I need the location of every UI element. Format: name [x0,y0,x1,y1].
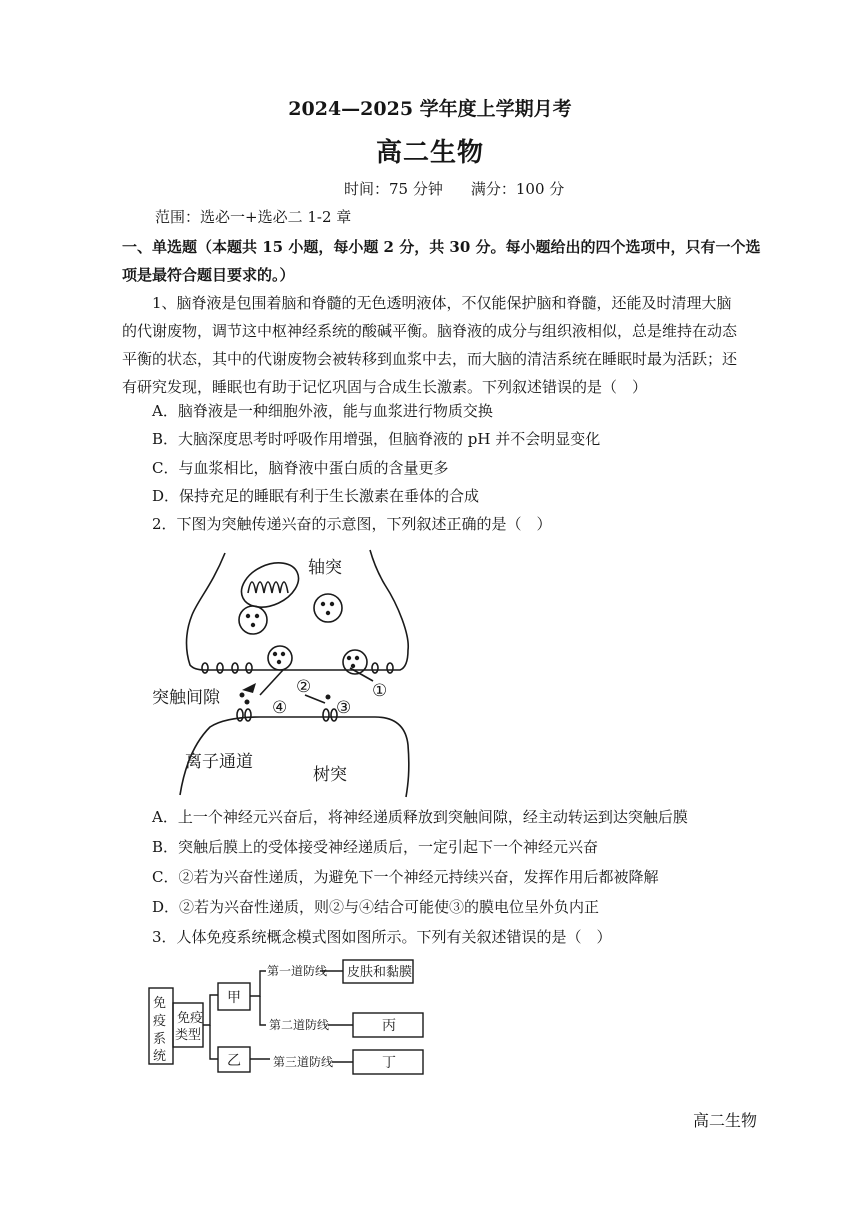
subject-title: 高二生物 [375,138,484,168]
exam-info [344,178,564,199]
immune-system-char-3: 系 [153,1032,167,1047]
marker-4-label: ④ [272,698,288,718]
yi-label: 乙 [227,1053,241,1069]
exam-time: 时间：75 分钟 [344,180,443,198]
question-3-stem: 3．人体免疫系统概念模式图如图所示。下列有关叙述错误的是（ ） [152,928,612,946]
dendrite-label: 树突 [313,765,347,785]
marker-3-label: ③ [336,698,352,718]
question-1-option-c: C．与血浆相比，脑脊液中蛋白质的含量更多 [152,459,449,477]
page-footer: 高二生物 [693,1111,758,1130]
section-line: 项是最符合题目要求的。） [122,266,295,284]
immune-type-char-1: 免疫 [177,1011,204,1026]
immune-type-char-2: 类型 [175,1028,202,1043]
stem-line: 1、脑脊液是包围着脑和脊髓的无色透明液体，不仅能保护脑和脊髓，还能及时清理大脑 [122,294,732,312]
marker-1-label: ① [372,681,388,701]
synaptic-cleft-label: 突触间隙 [152,688,220,708]
question-1-stem [122,289,737,401]
question-1-option-a: A．脑脊液是一种细胞外液，能与血浆进行物质交换 [152,402,493,420]
question-2-option-a: A．上一个神经元兴奋后，将神经递质释放到突触间隙，经主动转运到达突触后膜 [152,808,688,826]
immune-system-char-1: 免 [153,996,167,1011]
marker-2-label: ② [296,677,312,697]
jia-label: 甲 [227,990,241,1006]
question-2-option-c: C．②若为兴奋性递质，为避免下一个神经元持续兴奋，发挥作用后都被降解 [152,868,659,886]
section-header [122,233,761,289]
bing-box: 丙 [382,1018,396,1034]
immune-system-char-2: 疫 [153,1014,167,1029]
ding-box: 丁 [382,1055,396,1071]
axon-label: 轴突 [308,558,342,578]
second-line-label: 第二道防线 [269,1018,330,1032]
ion-channel-label: 离子通道 [185,752,253,772]
question-2-stem: 2．下图为突触传递兴奋的示意图，下列叙述正确的是（ ） [152,515,552,533]
question-2-option-d: D．②若为兴奋性递质，则②与④结合可能使③的膜电位呈外负内正 [152,898,600,916]
first-line-label: 第一道防线 [267,964,328,978]
section-line: 一、单选题（本题共 15 小题，每小题 2 分，共 30 分。每小题给出的四个选项中，只有一个选 [122,238,761,256]
immune-system-diagram [148,955,433,1080]
stem-line: 的代谢废物，调节这中枢神经系统的酸碱平衡。脑脊液的成分与组织液相似，总是维持在动态 [122,322,738,340]
third-line-label: 第三道防线 [273,1055,334,1069]
exam-score: 满分：100 分 [470,180,565,198]
question-2-option-b: B．突触后膜上的受体接受神经递质后，一定引起下一个神经元兴奋 [152,838,599,856]
synapse-diagram [150,545,430,800]
stem-line: 有研究发现，睡眠也有助于记忆巩固与合成生长激素。下列叙述错误的是（ ） [122,378,648,396]
question-1-option-b: B．大脑深度思考时呼吸作用增强，但脑脊液的 pH 并不会明显变化 [152,430,601,448]
exam-title: 2024—2025 学年度上学期月考 [288,98,572,120]
question-1-option-d: D．保持充足的睡眠有利于生长激素在垂体的合成 [152,487,480,505]
exam-scope: 范围：选必一+选必二 1-2 章 [155,208,352,226]
stem-line: 平衡的状态，其中的代谢废物会被转移到血浆中去，而大脑的清洁系统在睡眠时最为活跃；还 [122,350,738,368]
immune-system-char-4: 统 [153,1049,167,1064]
skin-mucosa-box: 皮肤和黏膜 [347,965,413,980]
